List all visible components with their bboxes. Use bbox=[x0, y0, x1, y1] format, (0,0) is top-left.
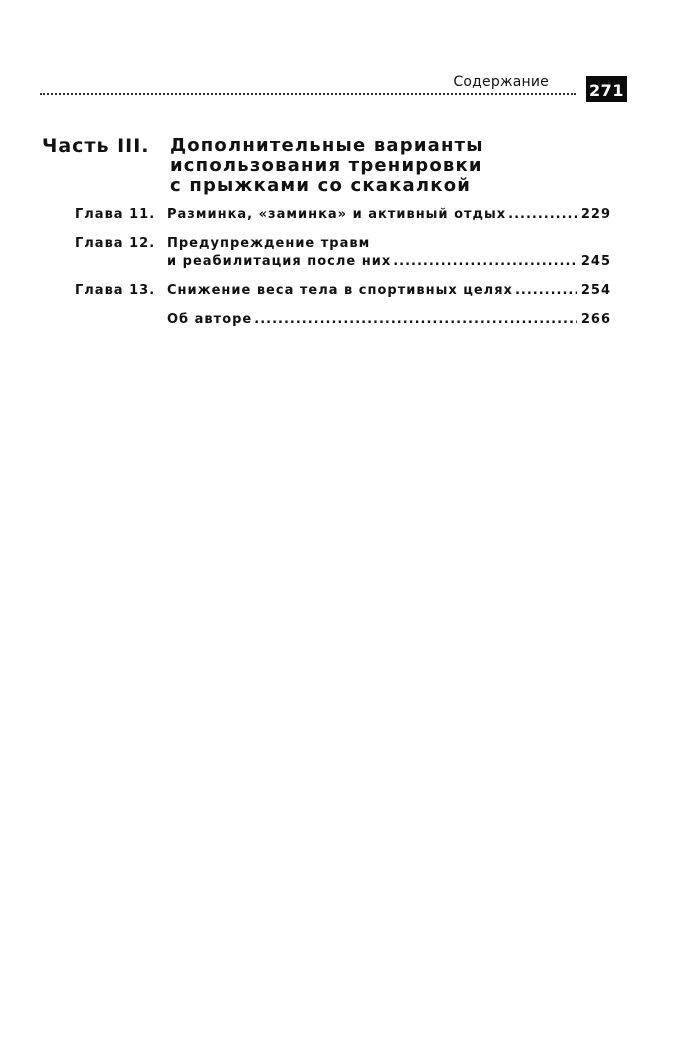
entry-title: Об авторе bbox=[167, 312, 253, 327]
entry-title-line bbox=[167, 206, 611, 224]
entry-title: и реабилитация после них bbox=[167, 254, 392, 269]
part-title-line: Дополнительные варианты bbox=[170, 135, 484, 156]
entry-title: Разминка, «заминка» и активный отдых bbox=[167, 207, 507, 222]
page-reference: 254 bbox=[580, 283, 611, 298]
page-reference: 245 bbox=[580, 254, 611, 269]
entry-body bbox=[167, 311, 611, 329]
toc-entry-about-author[interactable] bbox=[75, 311, 611, 329]
toc-entry-chapter-12[interactable] bbox=[75, 235, 611, 271]
part-title bbox=[170, 136, 590, 196]
chapter-label: Глава 11. bbox=[75, 207, 156, 222]
header-dotted-rule bbox=[40, 93, 576, 95]
entry-body bbox=[167, 206, 611, 224]
entry-title-line bbox=[167, 253, 611, 271]
entry-body bbox=[167, 235, 611, 271]
dot-leader bbox=[393, 253, 577, 271]
entry-title-line bbox=[167, 311, 611, 329]
dot-leader bbox=[254, 311, 577, 329]
chapter-label: Глава 13. bbox=[75, 283, 156, 298]
toc-entry-chapter-13[interactable] bbox=[75, 282, 611, 300]
part-title-line: с прыжками со скакалкой bbox=[170, 175, 472, 196]
dot-leader bbox=[508, 206, 577, 224]
table-of-contents bbox=[75, 206, 611, 329]
entry-title-line bbox=[167, 282, 611, 300]
entry-body bbox=[167, 282, 611, 300]
page-number-badge: 271 bbox=[586, 76, 627, 102]
entry-title: Снижение веса тела в спортивных целях bbox=[167, 283, 513, 298]
toc-entry-chapter-11[interactable] bbox=[75, 206, 611, 224]
part-title-line: использования тренировки bbox=[170, 155, 483, 176]
part-label: Часть III. bbox=[42, 135, 150, 157]
dot-leader bbox=[515, 282, 577, 300]
chapter-label: Глава 12. bbox=[75, 236, 156, 251]
page-reference: 229 bbox=[580, 207, 611, 222]
running-header bbox=[40, 68, 627, 102]
entry-title-line: Предупреждение травм bbox=[167, 236, 371, 251]
running-title: Содержание bbox=[453, 74, 549, 90]
page-reference: 266 bbox=[580, 312, 611, 327]
